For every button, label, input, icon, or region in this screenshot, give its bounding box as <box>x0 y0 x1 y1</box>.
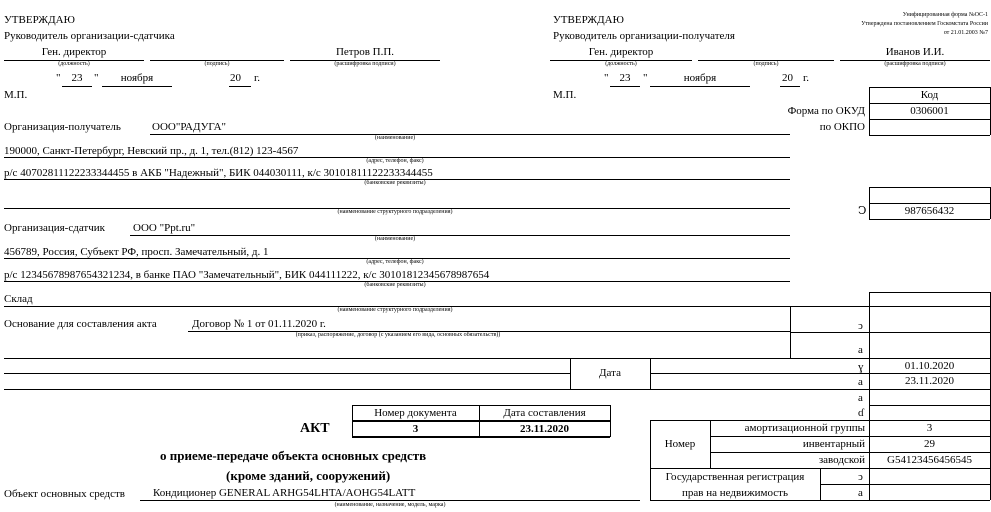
form-info-line2: Утверждена постановлением Госкомстата России <box>861 21 988 27</box>
basis-value: Договор № 1 от 01.11.2020 г. <box>192 318 326 330</box>
doc-date-label: Дата составления <box>503 407 586 419</box>
right-approve-role: Руководитель организации-получателя <box>553 30 735 42</box>
right-date-month: ноября <box>683 72 717 84</box>
right-date-quote-open: " <box>604 72 609 84</box>
date-value-1: 01.10.2020 <box>904 360 955 372</box>
receiver-unit-mark: Ↄ <box>858 205 867 217</box>
okpo-label: по ОКПО <box>819 121 865 133</box>
left-approve-role: Руководитель организации-сдатчика <box>4 30 175 42</box>
right-position: Ген. директор <box>588 46 654 58</box>
sender-name-caption: (наименование) <box>374 236 416 242</box>
left-approve-title: УТВЕРЖДАЮ <box>4 14 75 26</box>
sender-bank: р/с 12345678987654321234, в банке ПАО "Замечательный", БИК 044111222, к/с 30101812345678987654 <box>4 269 490 281</box>
dates-mark-a: а <box>858 376 863 388</box>
receiver-address: 190000, Санкт-Петербург, Невский пр., д. 1, тел.(812) 123-4567 <box>4 145 299 157</box>
registration-mark-a: а <box>858 487 863 499</box>
extra-mark-d: ɗ <box>858 407 864 419</box>
left-stamp: М.П. <box>4 89 28 101</box>
act-subtitle-1: о приеме-передаче объекта основных средств <box>160 448 427 463</box>
left-signature-caption: (подпись) <box>204 61 230 67</box>
left-name: Петров П.П. <box>335 46 395 58</box>
sender-label: Организация-сдатчик <box>4 222 105 234</box>
basis-mark-a: а <box>858 344 863 356</box>
left-date-quote-close: " <box>94 72 99 84</box>
numbers-label: Номер <box>664 438 696 450</box>
registration-mark-c: ↄ <box>858 471 863 483</box>
amort-value: 3 <box>926 422 933 434</box>
left-position-caption: (должность) <box>58 61 90 67</box>
sender-name: ООО "Ppt.ru" <box>133 222 196 234</box>
code-header: Код <box>920 89 939 101</box>
object-caption: (наименование, назначение, модель, марка) <box>334 502 446 508</box>
act-subtitle-2: (кроме зданий, сооружений) <box>226 468 391 483</box>
left-position: Ген. директор <box>41 46 107 58</box>
receiver-unit-code: 987656432 <box>904 205 955 217</box>
right-date-quote-close: " <box>643 72 648 84</box>
inv-label: инвентарный <box>802 438 865 450</box>
left-name-caption: (расшифровка подписи) <box>334 61 396 67</box>
doc-num-label: Номер документа <box>374 407 457 419</box>
sender-bank-caption: (банковские реквизиты) <box>364 282 426 288</box>
registration-line2: прав на недвижимость <box>682 487 788 499</box>
left-date-month: ноября <box>120 72 154 84</box>
right-name: Иванов И.И. <box>885 46 945 58</box>
right-date-year: 20 <box>782 72 793 84</box>
right-approve-title: УТВЕРЖДАЮ <box>553 14 624 26</box>
right-name-caption: (расшифровка подписи) <box>884 61 946 67</box>
dates-mark-g: ɣ <box>858 361 864 373</box>
receiver-name-caption: (наименование) <box>374 135 416 141</box>
doc-num-value: 3 <box>412 423 419 435</box>
right-position-caption: (должность) <box>605 61 637 67</box>
form-info-line3: от 21.01.2003 №7 <box>943 30 988 36</box>
factory-label: заводской <box>818 454 865 466</box>
dates-label: Дата <box>599 367 621 379</box>
receiver-name: ООО"РАДУГА" <box>152 121 226 133</box>
basis-label: Основание для составления акта <box>4 318 157 330</box>
factory-value: G54123456456545 <box>887 454 972 466</box>
receiver-label: Организация-получатель <box>4 121 121 133</box>
receiver-bank-caption: (банковские реквизиты) <box>364 180 426 186</box>
left-date-day: 23 <box>71 72 83 84</box>
right-signature-caption: (подпись) <box>753 61 779 67</box>
sender-address-caption: (адрес, телефон, факс) <box>366 259 424 265</box>
doc-date-value: 23.11.2020 <box>520 423 569 435</box>
amort-label: амортизационной группы <box>744 422 865 434</box>
warehouse-caption: (наименование структурного подразделения) <box>337 307 453 313</box>
receiver-bank: р/с 40702811122233344455 в АКБ "Надежный", БИК 044030111, к/с 30101811122233344455 <box>4 167 433 179</box>
sender-address: 456789, Россия, Субъект РФ, просп. Замечательный, д. 1 <box>4 246 269 258</box>
date-value-2: 23.11.2020 <box>904 375 955 387</box>
right-date-day: 23 <box>619 72 631 84</box>
receiver-unit-caption: (наименование структурного подразделения) <box>337 209 453 215</box>
receiver-address-caption: (адрес, телефон, факс) <box>366 158 424 164</box>
left-date-quote-open: " <box>56 72 61 84</box>
registration-line1: Государственная регистрация <box>665 471 805 483</box>
okud-label: Форма по ОКУД <box>787 105 865 117</box>
extra-mark-a: а <box>858 392 863 404</box>
form-info-line1: Унифицированная форма №ОС-1 <box>902 12 988 18</box>
object-value: Кондиционер GENERAL ARHG54LHTA/AOHG54LATT <box>153 487 416 499</box>
left-date-year: 20 <box>230 72 241 84</box>
act-title: АКТ <box>300 421 330 436</box>
inv-value: 29 <box>924 438 935 450</box>
basis-caption: (приказ, распоряжение, договор (с указанием его вида, основных обязательств)) <box>295 332 501 338</box>
warehouse-text: Склад <box>4 293 33 305</box>
basis-mark-c: ↄ <box>858 320 863 332</box>
right-date-year-suffix: г. <box>803 72 810 84</box>
right-stamp: М.П. <box>553 89 577 101</box>
object-label: Объект основных средств <box>4 488 125 500</box>
okud-value: 0306001 <box>910 105 949 117</box>
left-date-year-suffix: г. <box>254 72 261 84</box>
